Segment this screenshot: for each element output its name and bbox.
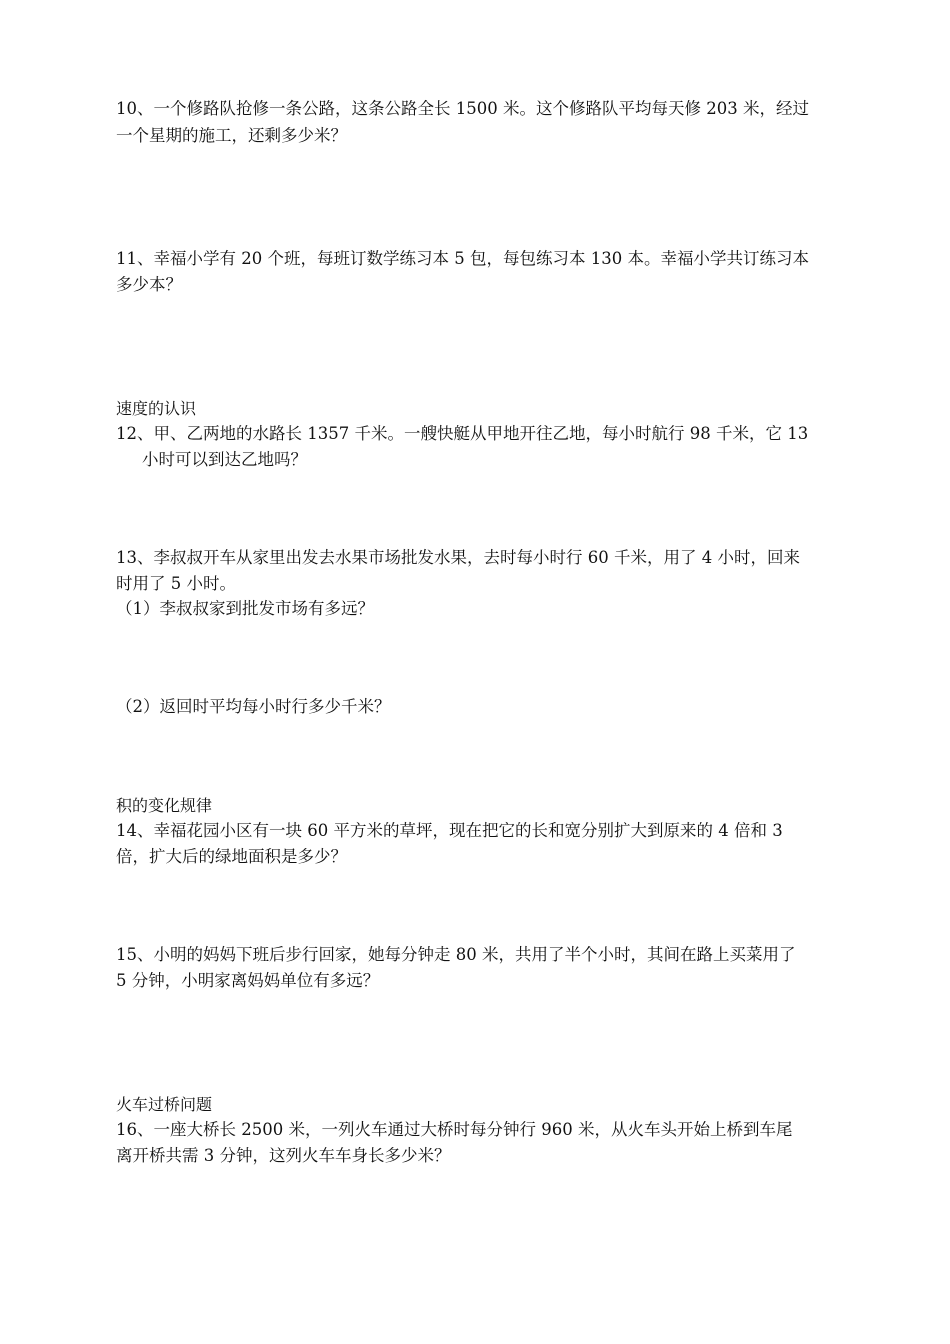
question-13-sub-2: （2）返回时平均每小时行多少千米？	[116, 697, 391, 716]
question-13-line-1: 13、李叔叔开车从家里出发去水果市场批发水果，去时每小时行 60 千米，用了 4 小时，回来	[116, 548, 800, 567]
question-12-line-2: 小时可以到达乙地吗？	[142, 450, 307, 469]
question-15-line-2: 5 分钟，小明家离妈妈单位有多远？	[116, 971, 380, 990]
section-heading-speed: 速度的认识	[116, 399, 197, 418]
question-14-line-1: 14、幸福花园小区有一块 60 平方米的草坪，现在把它的长和宽分别扩大到原来的 4 倍和 3	[116, 821, 783, 840]
question-10-line-2: 一个星期的施工，还剩多少米？	[116, 126, 347, 145]
question-11-line-1: 11、幸福小学有 20 个班，每班订数学练习本 5 包，每包练习本 130 本。幸福小学共订练习本	[116, 249, 809, 268]
section-heading-train-bridge: 火车过桥问题	[116, 1095, 213, 1114]
question-12-line-1: 12、甲、乙两地的水路长 1357 千米。一艘快艇从甲地开往乙地，每小时航行 98 千米，它 13	[116, 424, 809, 443]
question-11-line-2: 多少本？	[116, 275, 182, 294]
question-16-line-2: 离开桥共需 3 分钟，这列火车车身长多少米？	[116, 1146, 451, 1165]
question-10-line-1: 10、一个修路队抢修一条公路，这条公路全长 1500 米。这个修路队平均每天修 203 米，经过	[116, 99, 809, 118]
section-heading-product-rule: 积的变化规律	[116, 796, 213, 815]
question-15-line-1: 15、小明的妈妈下班后步行回家，她每分钟走 80 米，共用了半个小时，其间在路上买菜用了	[116, 945, 796, 964]
question-13-line-2: 时用了 5 小时。	[116, 574, 236, 593]
question-16-line-1: 16、一座大桥长 2500 米，一列火车通过大桥时每分钟行 960 米，从火车头开始上桥到车尾	[116, 1120, 793, 1139]
question-13-sub-1: （1）李叔叔家到批发市场有多远？	[116, 599, 374, 618]
question-14-line-2: 倍，扩大后的绿地面积是多少？	[116, 847, 347, 866]
